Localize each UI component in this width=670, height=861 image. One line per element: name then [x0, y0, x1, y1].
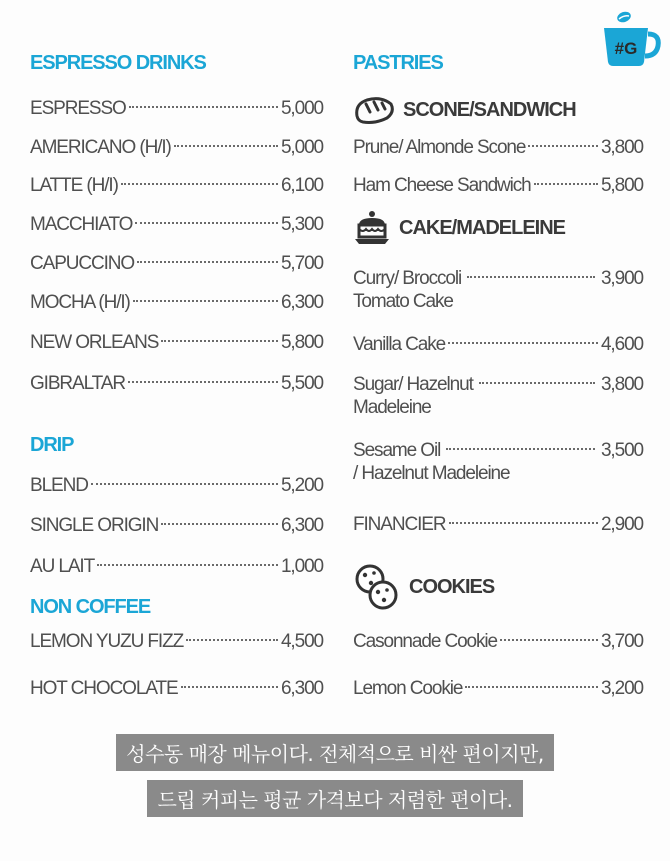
caption-text-1: 성수동 매장 메뉴이다. 전체적으로 비싼 편이지만, [116, 734, 553, 771]
item-name: Lemon Cookie [353, 678, 463, 699]
item-name: Casonnade Cookie [353, 631, 498, 652]
leader-dots [528, 145, 598, 147]
caption-line-1 [0, 734, 670, 771]
menu-item [30, 292, 323, 314]
item-price: 5,000 [280, 98, 323, 119]
caption-text-2: 드립 커피는 평균 가격보다 저렴한 편이다. [147, 780, 522, 817]
leader-dots [449, 522, 598, 524]
leader-dots [129, 106, 278, 108]
leader-dots [161, 340, 278, 342]
item-name: Ham Cheese Sandwich [353, 175, 531, 196]
item-price: 5,200 [280, 475, 323, 496]
leader-dots [500, 639, 598, 641]
item-price: 3,800 [600, 374, 643, 395]
leader-dots [121, 183, 278, 185]
menu-item [353, 175, 643, 197]
cafe-logo [600, 6, 664, 70]
item-name: Vanilla Cake [353, 334, 446, 355]
item-price: 5,800 [280, 332, 323, 353]
menu-item [30, 678, 323, 700]
leader-dots [97, 564, 278, 566]
item-price: 4,600 [600, 334, 643, 355]
menu-item [30, 631, 323, 653]
item-price: 4,500 [280, 631, 323, 652]
item-name-line2: Madeleine [353, 397, 431, 418]
leader-dots [137, 261, 278, 263]
cake-madeleine-title: CAKE/MADELEINE [399, 216, 566, 239]
item-price: 5,000 [280, 137, 323, 158]
item-name: BLEND [30, 475, 88, 496]
leader-dots [135, 222, 278, 224]
cookie-icon [353, 562, 401, 612]
leader-dots [186, 639, 278, 641]
item-name: AMERICANO (H/I) [30, 137, 171, 158]
pastries-title: PASTRIES [353, 52, 443, 74]
item-price: 3,900 [600, 268, 643, 289]
menu-item [353, 678, 643, 700]
item-name: LEMON YUZU FIZZ [30, 631, 184, 652]
non-coffee-title: NON COFFEE [30, 596, 151, 618]
menu-item [353, 440, 643, 485]
item-price: 2,900 [600, 514, 643, 535]
leader-dots [534, 183, 598, 185]
leader-dots [161, 523, 278, 525]
item-name: NEW ORLEANS [30, 332, 159, 353]
item-name: MOCHA (H/I) [30, 292, 130, 313]
caption-line-2 [0, 780, 670, 817]
menu-item [353, 514, 643, 536]
item-name: FINANCIER [353, 514, 446, 535]
leader-dots [446, 448, 595, 450]
menu-item [30, 98, 323, 120]
menu-item [30, 253, 323, 275]
menu-item [30, 175, 323, 197]
item-name: LATTE (H/I) [30, 175, 118, 196]
cake-madeleine-header [353, 209, 565, 247]
menu-item [30, 214, 323, 236]
item-name: ESPRESSO [30, 98, 126, 119]
item-name: Sesame Oil [353, 440, 441, 461]
menu-item [353, 631, 643, 653]
cake-icon [353, 209, 391, 247]
menu-item [353, 268, 643, 313]
item-price: 5,700 [280, 253, 323, 274]
bread-icon [353, 94, 395, 126]
leader-dots [91, 483, 278, 485]
item-name: Prune/ Almonde Scone [353, 137, 526, 158]
item-name: CAPUCCINO [30, 253, 135, 274]
item-name: GIBRALTAR [30, 373, 125, 394]
item-price: 3,800 [600, 137, 643, 158]
menu-item [353, 137, 643, 159]
item-price: 3,500 [600, 440, 643, 461]
cookies-title: COOKIES [409, 575, 495, 598]
item-name-line2: Tomato Cake [353, 291, 453, 312]
leader-dots [128, 381, 278, 383]
menu-item [30, 373, 323, 395]
logo-text: #G [614, 39, 638, 58]
item-price: 5,800 [600, 175, 643, 196]
menu-item [30, 332, 323, 354]
espresso-drinks-title: ESPRESSO DRINKS [30, 52, 206, 74]
menu-item [30, 475, 323, 497]
menu-item [353, 334, 643, 356]
item-name: AU LAIT [30, 556, 95, 577]
item-price: 6,300 [280, 678, 323, 699]
item-price: 6,100 [280, 175, 323, 196]
menu-item [30, 137, 323, 159]
item-name: Sugar/ Hazelnut [353, 374, 473, 395]
menu-item [30, 515, 323, 537]
item-price: 6,300 [280, 515, 323, 536]
item-price: 5,500 [280, 373, 323, 394]
leader-dots [479, 382, 595, 384]
item-name: SINGLE ORIGIN [30, 515, 159, 536]
leader-dots [133, 300, 278, 302]
leader-dots [448, 342, 598, 344]
item-price: 1,000 [280, 556, 323, 577]
leader-dots [467, 276, 595, 278]
drip-title: DRIP [30, 434, 74, 456]
scone-sandwich-title: SCONE/SANDWICH [403, 98, 576, 121]
item-price: 6,300 [280, 292, 323, 313]
item-name: HOT CHOCOLATE [30, 678, 178, 699]
menu-item [30, 556, 323, 578]
item-name: MACCHIATO [30, 214, 133, 235]
item-name: Curry/ Broccoli [353, 268, 462, 289]
cookies-header [353, 562, 494, 612]
leader-dots [465, 686, 598, 688]
item-price: 5,300 [280, 214, 323, 235]
scone-sandwich-header [353, 94, 576, 126]
coffee-cup-icon [600, 6, 664, 70]
menu-item [353, 374, 643, 419]
leader-dots [174, 145, 278, 147]
item-name-line2: / Hazelnut Madeleine [353, 463, 510, 484]
item-price: 3,200 [600, 678, 643, 699]
item-price: 3,700 [600, 631, 643, 652]
leader-dots [181, 686, 278, 688]
